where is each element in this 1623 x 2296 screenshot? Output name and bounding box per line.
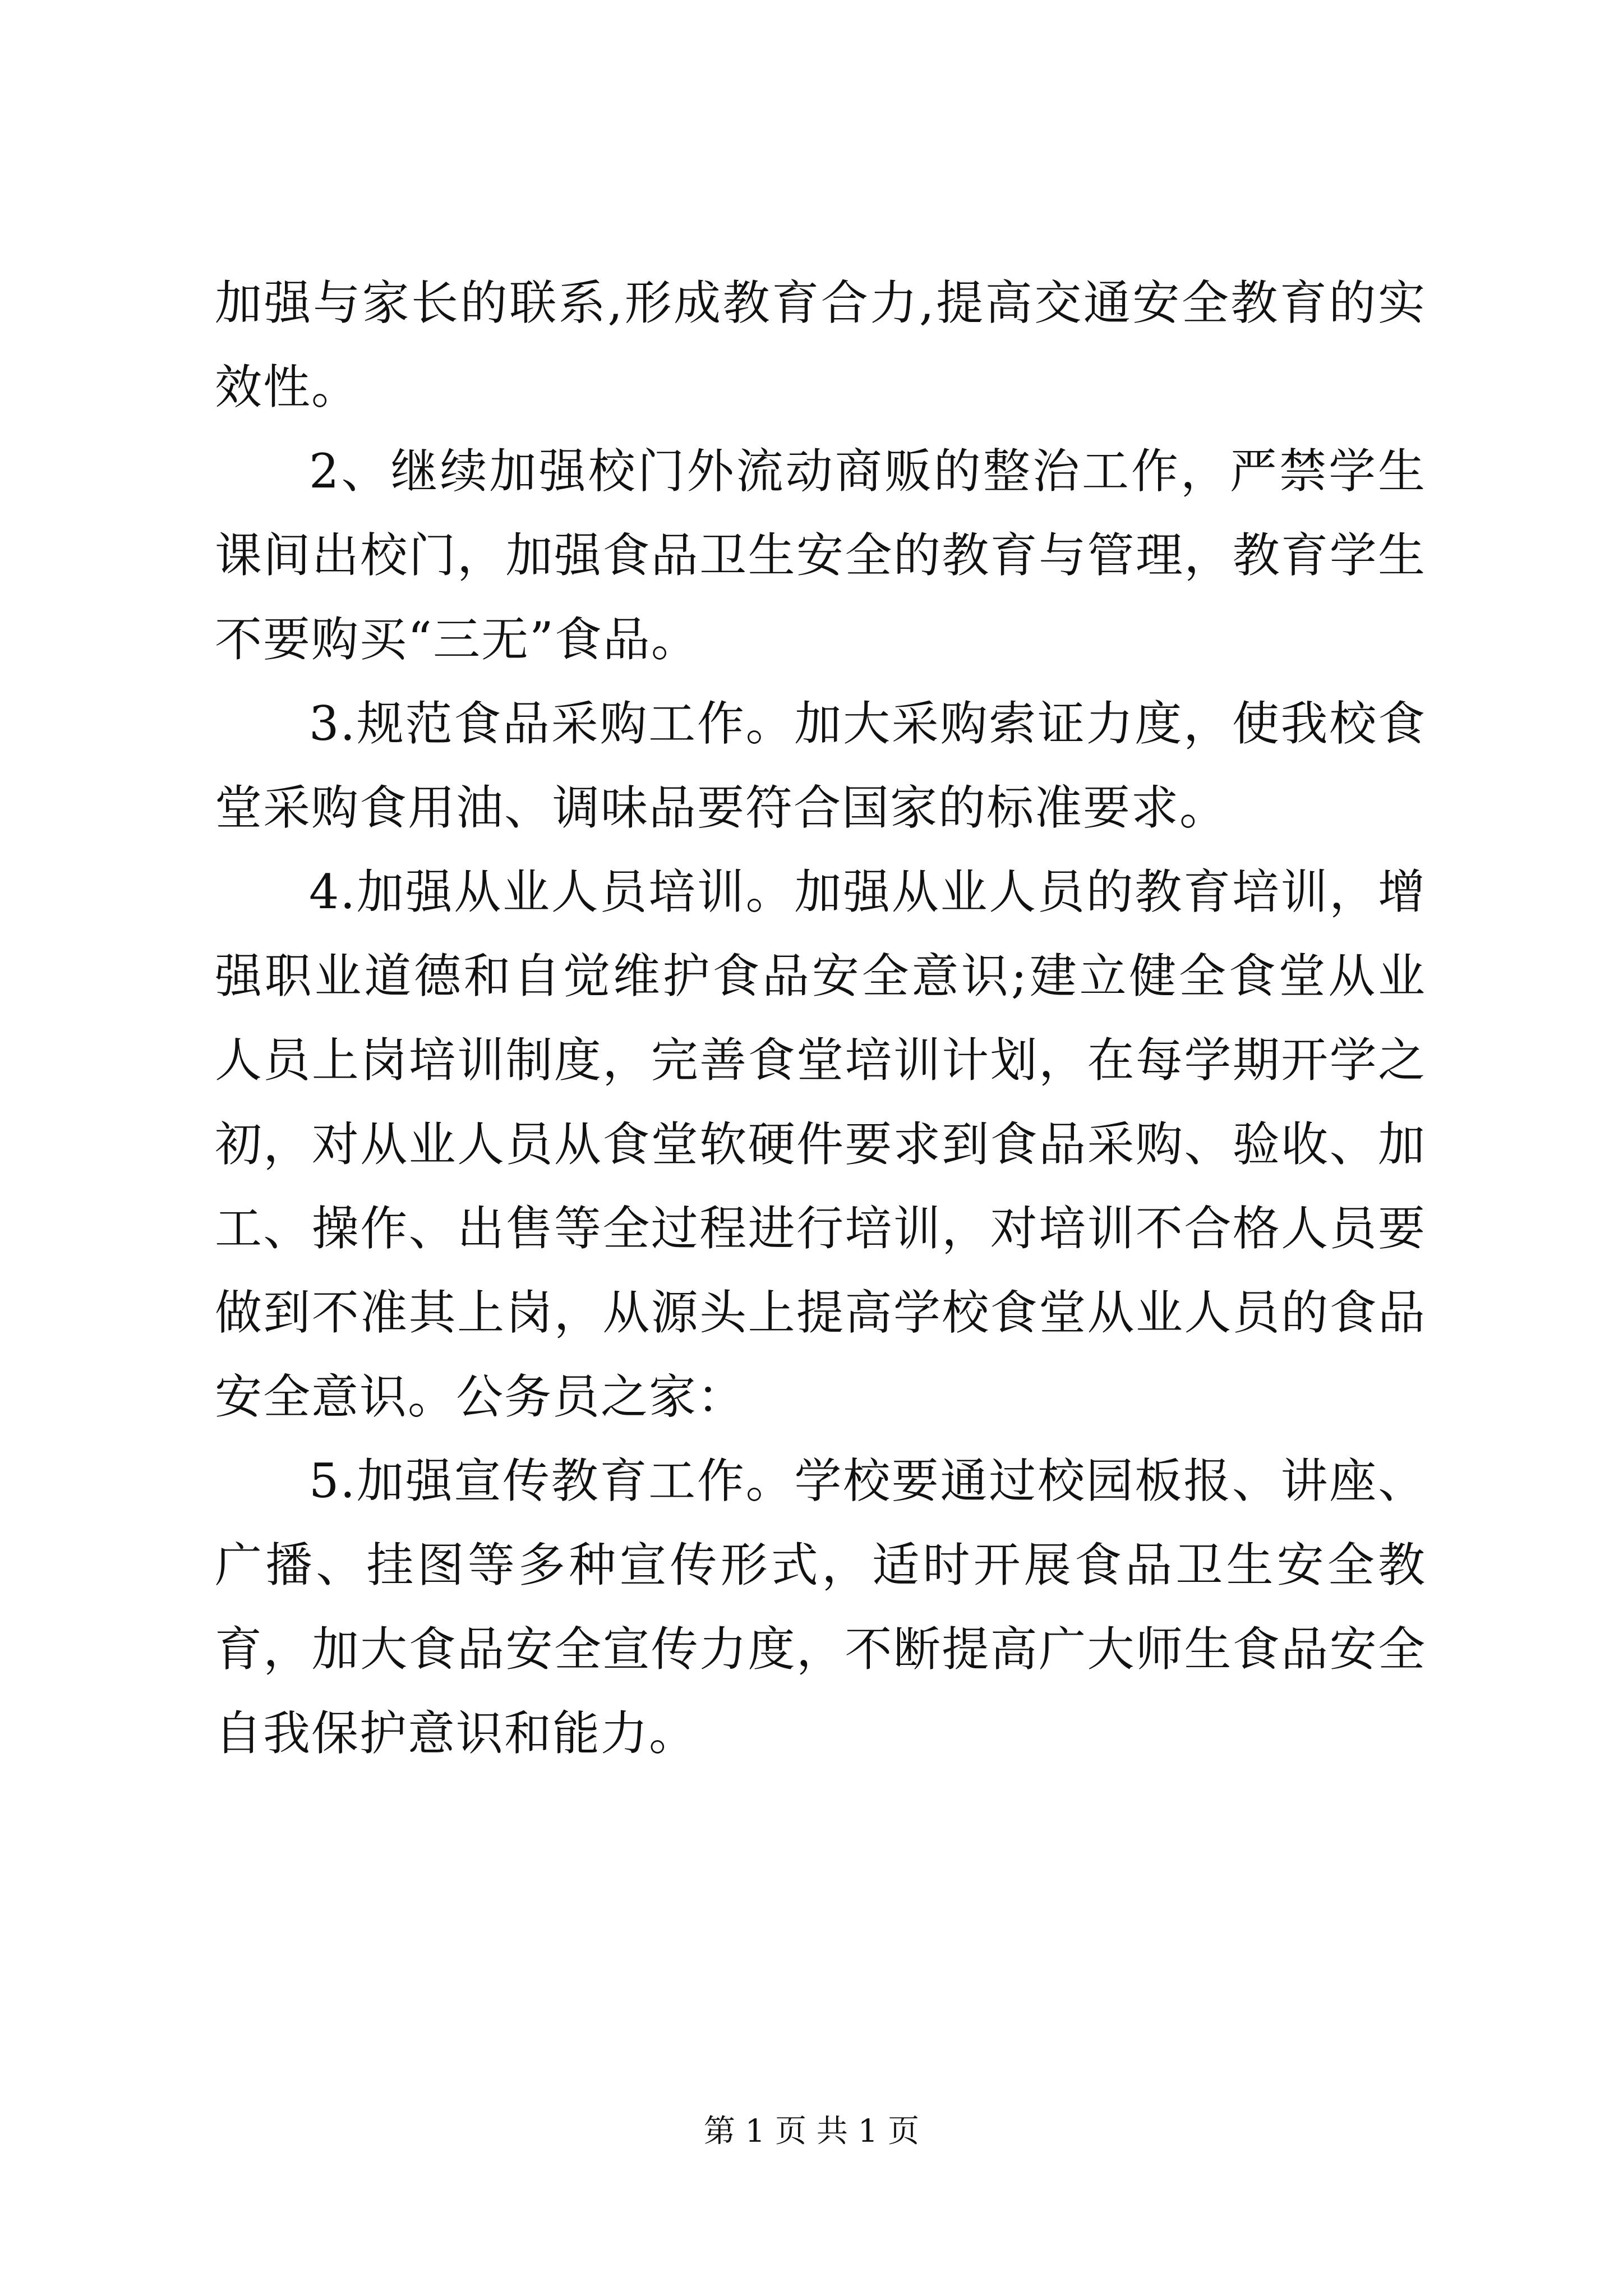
paragraph-item-4: 4.加强从业人员培训。加强从业人员的教育培训，增强职业道德和自觉维护食品安全意识;建立健全食堂从业人员上岗培训制度，完善食堂培训计划，在每学期开学之初，对从业人员从食堂软硬件要求到食品采购、验收、加工、操作、出售等全过程进行培训，对培训不合格人员要做到不准其上岗，从源头上提高学校食堂从业人员的食品安全意识。公务员之家： (215, 864, 1426, 1424)
page-footer: 第 1 页 共 1 页 (703, 2113, 920, 2150)
paragraph-continuation: 加强与家长的联系,形成教育合力,提高交通安全教育的实效性。 (215, 275, 1426, 415)
paragraph-item-3: 3.规范食品采购工作。加大采购索证力度，使我校食堂采购食用油、调味品要符合国家的标准要求。 (215, 696, 1426, 835)
paragraph-item-2: 2、继续加强校门外流动商贩的整治工作，严禁学生课间出校门，加强食品卫生安全的教育与管理，教育学生不要购买“三无”食品。 (215, 444, 1426, 667)
document-body (215, 261, 1426, 1775)
paragraph-item-5: 5.加强宣传教育工作。学校要通过校园板报、讲座、广播、挂图等多种宣传形式，适时开展食品卫生安全教育，加大食品安全宣传力度，不断提高广大师生食品安全自我保护意识和能力。 (215, 1453, 1426, 1761)
